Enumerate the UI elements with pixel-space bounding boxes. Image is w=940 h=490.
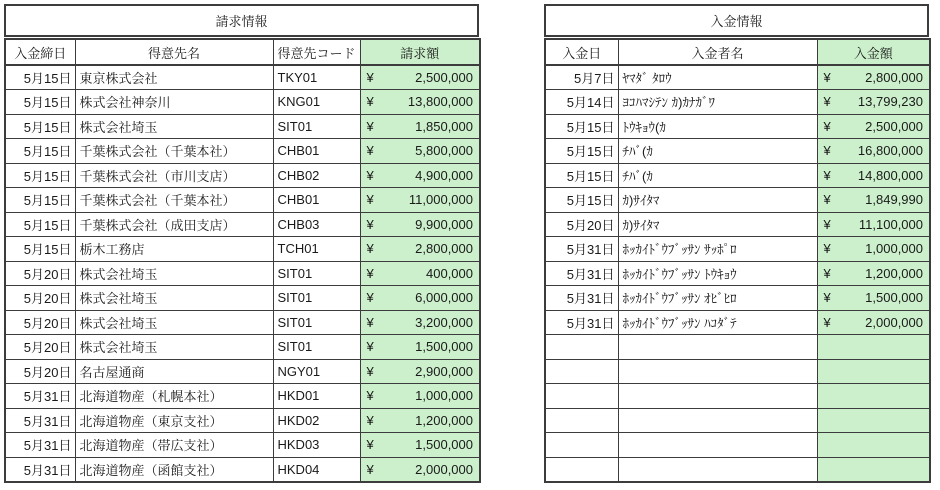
table-row <box>545 90 930 115</box>
header-customer-name[interactable]: 得意先名 <box>75 39 273 65</box>
name-cell[interactable] <box>618 433 817 458</box>
date-cell[interactable]: 5月20日 <box>5 261 75 286</box>
name-cell[interactable]: 東京株式会社 <box>75 65 273 90</box>
amount-cell[interactable] <box>817 212 930 237</box>
amount-value: 14,800,000 <box>857 167 923 183</box>
amount-cell[interactable] <box>360 139 480 164</box>
amount-cell[interactable] <box>360 65 480 90</box>
currency-symbol: ¥ <box>366 314 374 330</box>
table-row <box>5 237 480 262</box>
amount-cell[interactable] <box>817 188 930 213</box>
code-cell[interactable]: TCH01 <box>273 237 360 262</box>
name-cell[interactable]: ﾁﾊﾞ(ｶ <box>618 163 817 188</box>
table-row <box>5 65 480 90</box>
amount-value: 1,500,000 <box>415 339 473 355</box>
table-row <box>5 457 480 482</box>
currency-symbol: ¥ <box>823 216 831 232</box>
amount-cell[interactable] <box>360 286 480 311</box>
amount-value: 4,900,000 <box>415 167 473 183</box>
table-row <box>5 114 480 139</box>
amount-value: 2,800,000 <box>415 241 473 257</box>
currency-symbol: ¥ <box>366 412 374 428</box>
currency-symbol: ¥ <box>823 265 831 281</box>
amount-cell[interactable] <box>360 457 480 482</box>
amount-cell[interactable] <box>817 114 930 139</box>
table-row <box>5 359 480 384</box>
table-row <box>545 384 930 409</box>
table-row <box>5 139 480 164</box>
amount-value: 2,900,000 <box>415 363 473 379</box>
date-cell[interactable]: 5月31日 <box>545 286 618 311</box>
date-cell[interactable]: 5月15日 <box>5 188 75 213</box>
amount-cell[interactable] <box>360 163 480 188</box>
code-cell[interactable]: HKD03 <box>273 433 360 458</box>
amount-cell[interactable] <box>360 188 480 213</box>
header-payment-amount[interactable]: 入金額 <box>817 39 930 65</box>
name-cell[interactable]: ﾎｯｶｲﾄﾞｳﾌﾞｯｻﾝ ｻｯﾎﾟﾛ <box>618 237 817 262</box>
amount-cell[interactable] <box>817 163 930 188</box>
currency-symbol: ¥ <box>366 437 374 453</box>
name-cell[interactable]: 栃木工務店 <box>75 237 273 262</box>
code-cell[interactable]: SIT01 <box>273 286 360 311</box>
name-cell[interactable]: 株式会社神奈川 <box>75 90 273 115</box>
header-closing-date[interactable]: 入金締日 <box>5 39 75 65</box>
currency-symbol: ¥ <box>823 118 831 134</box>
payment-table <box>544 38 931 483</box>
name-cell[interactable] <box>618 408 817 433</box>
currency-symbol: ¥ <box>366 290 374 306</box>
currency-symbol: ¥ <box>366 388 374 404</box>
date-cell[interactable] <box>545 457 618 482</box>
amount-cell[interactable] <box>360 114 480 139</box>
currency-symbol: ¥ <box>366 70 374 85</box>
amount-value: 1,849,990 <box>865 192 923 208</box>
amount-cell[interactable] <box>360 310 480 335</box>
currency-symbol: ¥ <box>823 167 831 183</box>
header-payer-name[interactable]: 入金者名 <box>618 39 817 65</box>
date-cell[interactable]: 5月31日 <box>545 261 618 286</box>
amount-cell[interactable] <box>360 261 480 286</box>
name-cell[interactable]: ﾎｯｶｲﾄﾞｳﾌﾞｯｻﾝ ｵﾋﾞﾋﾛ <box>618 286 817 311</box>
amount-cell[interactable] <box>360 90 480 115</box>
amount-value: 1,850,000 <box>415 118 473 134</box>
amount-value: 13,799,230 <box>857 94 923 110</box>
table-row <box>5 408 480 433</box>
date-cell[interactable] <box>545 384 618 409</box>
name-cell[interactable] <box>618 359 817 384</box>
currency-symbol: ¥ <box>366 216 374 232</box>
table-row <box>5 212 480 237</box>
table-row <box>545 335 930 360</box>
amount-cell[interactable] <box>817 335 930 360</box>
currency-symbol: ¥ <box>823 143 831 159</box>
amount-value: 2,000,000 <box>415 461 473 477</box>
amount-cell[interactable] <box>817 286 930 311</box>
code-cell[interactable]: KNG01 <box>273 90 360 115</box>
table-row <box>545 286 930 311</box>
code-cell[interactable]: HKD01 <box>273 384 360 409</box>
table-row <box>545 359 930 384</box>
currency-symbol: ¥ <box>366 94 374 110</box>
amount-value: 13,800,000 <box>407 94 473 110</box>
table-row <box>545 65 930 90</box>
table-row <box>5 261 480 286</box>
currency-symbol: ¥ <box>366 339 374 355</box>
name-cell[interactable]: 株式会社埼玉 <box>75 114 273 139</box>
code-cell[interactable]: CHB01 <box>273 188 360 213</box>
amount-value: 3,200,000 <box>415 314 473 330</box>
currency-symbol: ¥ <box>823 94 831 110</box>
code-cell[interactable]: NGY01 <box>273 359 360 384</box>
date-cell[interactable] <box>545 433 618 458</box>
table-row <box>545 212 930 237</box>
name-cell[interactable]: ﾔﾏﾀﾞ ﾀﾛｳ <box>618 65 817 90</box>
amount-value: 1,000,000 <box>415 388 473 404</box>
amount-value: 5,800,000 <box>415 143 473 159</box>
name-cell[interactable]: 千葉株式会社（成田支店） <box>75 212 273 237</box>
date-cell[interactable]: 5月15日 <box>5 139 75 164</box>
name-cell[interactable]: ﾄｳｷｮｳ(ｶ <box>618 114 817 139</box>
amount-value: 9,900,000 <box>415 216 473 232</box>
currency-symbol: ¥ <box>366 143 374 159</box>
amount-value: 1,500,000 <box>415 437 473 453</box>
date-cell[interactable]: 5月31日 <box>5 384 75 409</box>
amount-value: 2,500,000 <box>865 118 923 134</box>
table-row <box>5 384 480 409</box>
date-cell[interactable]: 5月20日 <box>5 335 75 360</box>
amount-value: 2,000,000 <box>865 314 923 330</box>
table-row <box>545 139 930 164</box>
date-cell[interactable]: 5月31日 <box>5 457 75 482</box>
payment-header-row <box>545 39 930 65</box>
code-cell[interactable]: HKD02 <box>273 408 360 433</box>
currency-symbol: ¥ <box>823 241 831 257</box>
date-cell[interactable]: 5月31日 <box>5 408 75 433</box>
table-row <box>545 261 930 286</box>
date-cell[interactable]: 5月7日 <box>545 65 618 90</box>
amount-cell[interactable] <box>360 237 480 262</box>
name-cell[interactable]: 北海道物産（帯広支社） <box>75 433 273 458</box>
name-cell[interactable]: 北海道物産（東京支社） <box>75 408 273 433</box>
date-cell[interactable]: 5月31日 <box>545 237 618 262</box>
amount-cell[interactable] <box>817 310 930 335</box>
table-row <box>545 237 930 262</box>
name-cell[interactable]: 北海道物産（札幌本社） <box>75 384 273 409</box>
currency-symbol: ¥ <box>823 290 831 306</box>
header-payment-date[interactable]: 入金日 <box>545 39 618 65</box>
table-row <box>545 408 930 433</box>
currency-symbol: ¥ <box>366 167 374 183</box>
name-cell[interactable]: ﾖｺﾊﾏｼﾃﾝ ｶ)ｶﾅｶﾞﾜ <box>618 90 817 115</box>
name-cell[interactable]: 株式会社埼玉 <box>75 335 273 360</box>
date-cell[interactable]: 5月15日 <box>5 163 75 188</box>
name-cell[interactable] <box>618 384 817 409</box>
date-cell[interactable]: 5月15日 <box>5 114 75 139</box>
currency-symbol: ¥ <box>366 241 374 257</box>
code-cell[interactable]: TKY01 <box>273 65 360 90</box>
table-row <box>545 188 930 213</box>
date-cell[interactable]: 5月31日 <box>545 310 618 335</box>
amount-cell[interactable] <box>360 212 480 237</box>
header-billing-amount[interactable]: 請求額 <box>360 39 480 65</box>
currency-symbol: ¥ <box>366 461 374 477</box>
currency-symbol: ¥ <box>823 192 831 208</box>
name-cell[interactable]: 千葉株式会社（市川支店） <box>75 163 273 188</box>
table-row <box>545 457 930 482</box>
name-cell[interactable]: 株式会社埼玉 <box>75 310 273 335</box>
name-cell[interactable]: ﾎｯｶｲﾄﾞｳﾌﾞｯｻﾝ ﾄｳｷｮｳ <box>618 261 817 286</box>
table-row <box>5 310 480 335</box>
date-cell[interactable]: 5月15日 <box>5 90 75 115</box>
name-cell[interactable]: ｶ)ｻｲﾀﾏ <box>618 188 817 213</box>
table-row <box>5 188 480 213</box>
date-cell[interactable]: 5月15日 <box>545 188 618 213</box>
table-row <box>545 310 930 335</box>
date-cell[interactable] <box>545 408 618 433</box>
date-cell[interactable]: 5月20日 <box>5 359 75 384</box>
table-row <box>5 163 480 188</box>
date-cell[interactable]: 5月20日 <box>5 310 75 335</box>
date-cell[interactable]: 5月15日 <box>545 139 618 164</box>
code-cell[interactable]: CHB03 <box>273 212 360 237</box>
name-cell[interactable] <box>618 457 817 482</box>
amount-cell[interactable] <box>360 359 480 384</box>
amount-value: 11,100,000 <box>858 216 923 232</box>
date-cell[interactable] <box>545 335 618 360</box>
table-row <box>545 163 930 188</box>
amount-cell[interactable] <box>817 90 930 115</box>
amount-value: 6,000,000 <box>415 290 473 306</box>
amount-cell[interactable] <box>360 384 480 409</box>
payment-table-title[interactable]: 入金情報 <box>544 4 929 37</box>
amount-value: 400,000 <box>426 265 473 281</box>
table-row <box>545 114 930 139</box>
amount-value: 1,500,000 <box>865 290 923 306</box>
billing-table-section <box>4 4 479 483</box>
header-customer-code[interactable]: 得意先コード <box>273 39 360 65</box>
amount-value: 1,200,000 <box>865 265 923 281</box>
name-cell[interactable] <box>618 335 817 360</box>
name-cell[interactable]: 名古屋通商 <box>75 359 273 384</box>
date-cell[interactable]: 5月14日 <box>545 90 618 115</box>
code-cell[interactable]: CHB01 <box>273 139 360 164</box>
amount-value: 1,200,000 <box>415 412 473 428</box>
name-cell[interactable]: 北海道物産（函館支社） <box>75 457 273 482</box>
date-cell[interactable]: 5月31日 <box>5 433 75 458</box>
name-cell[interactable]: 千葉株式会社（千葉本社） <box>75 188 273 213</box>
table-row <box>5 433 480 458</box>
currency-symbol: ¥ <box>823 314 831 330</box>
amount-value: 1,000,000 <box>865 241 923 257</box>
amount-cell[interactable] <box>817 457 930 482</box>
currency-symbol: ¥ <box>366 118 374 134</box>
date-cell[interactable]: 5月20日 <box>545 212 618 237</box>
billing-header-row <box>5 39 480 65</box>
amount-cell[interactable] <box>817 408 930 433</box>
table-row <box>5 286 480 311</box>
date-cell[interactable]: 5月15日 <box>545 114 618 139</box>
amount-value: 2,800,000 <box>865 70 923 85</box>
billing-table <box>4 38 481 483</box>
name-cell[interactable]: ﾁﾊﾞ(ｶ <box>618 139 817 164</box>
currency-symbol: ¥ <box>366 192 374 208</box>
date-cell[interactable]: 5月15日 <box>5 65 75 90</box>
amount-cell[interactable] <box>817 261 930 286</box>
amount-cell[interactable] <box>360 433 480 458</box>
payment-table-section <box>544 4 929 483</box>
date-cell[interactable]: 5月15日 <box>5 212 75 237</box>
currency-symbol: ¥ <box>366 363 374 379</box>
amount-cell[interactable] <box>817 359 930 384</box>
amount-value: 16,800,000 <box>857 143 923 159</box>
table-row <box>545 433 930 458</box>
name-cell[interactable]: ｶ)ｻｲﾀﾏ <box>618 212 817 237</box>
amount-cell[interactable] <box>817 237 930 262</box>
amount-cell[interactable] <box>360 408 480 433</box>
code-cell[interactable]: SIT01 <box>273 114 360 139</box>
name-cell[interactable]: 株式会社埼玉 <box>75 261 273 286</box>
code-cell[interactable]: SIT01 <box>273 261 360 286</box>
amount-cell[interactable] <box>817 384 930 409</box>
name-cell[interactable]: ﾎｯｶｲﾄﾞｳﾌﾞｯｻﾝ ﾊｺﾀﾞﾃ <box>618 310 817 335</box>
code-cell[interactable]: HKD04 <box>273 457 360 482</box>
code-cell[interactable]: CHB02 <box>273 163 360 188</box>
date-cell[interactable]: 5月15日 <box>5 237 75 262</box>
amount-cell[interactable] <box>817 65 930 90</box>
amount-value: 2,500,000 <box>415 70 473 85</box>
amount-cell[interactable] <box>817 139 930 164</box>
currency-symbol: ¥ <box>823 70 831 85</box>
name-cell[interactable]: 千葉株式会社（千葉本社） <box>75 139 273 164</box>
amount-value: 11,000,000 <box>408 192 473 208</box>
amount-cell[interactable] <box>817 433 930 458</box>
date-cell[interactable]: 5月15日 <box>545 163 618 188</box>
code-cell[interactable]: SIT01 <box>273 310 360 335</box>
table-row <box>5 90 480 115</box>
amount-cell[interactable] <box>360 335 480 360</box>
table-row <box>5 335 480 360</box>
date-cell[interactable]: 5月20日 <box>5 286 75 311</box>
currency-symbol: ¥ <box>366 265 374 281</box>
code-cell[interactable]: SIT01 <box>273 335 360 360</box>
billing-table-title[interactable]: 請求情報 <box>4 4 479 37</box>
name-cell[interactable]: 株式会社埼玉 <box>75 286 273 311</box>
date-cell[interactable] <box>545 359 618 384</box>
